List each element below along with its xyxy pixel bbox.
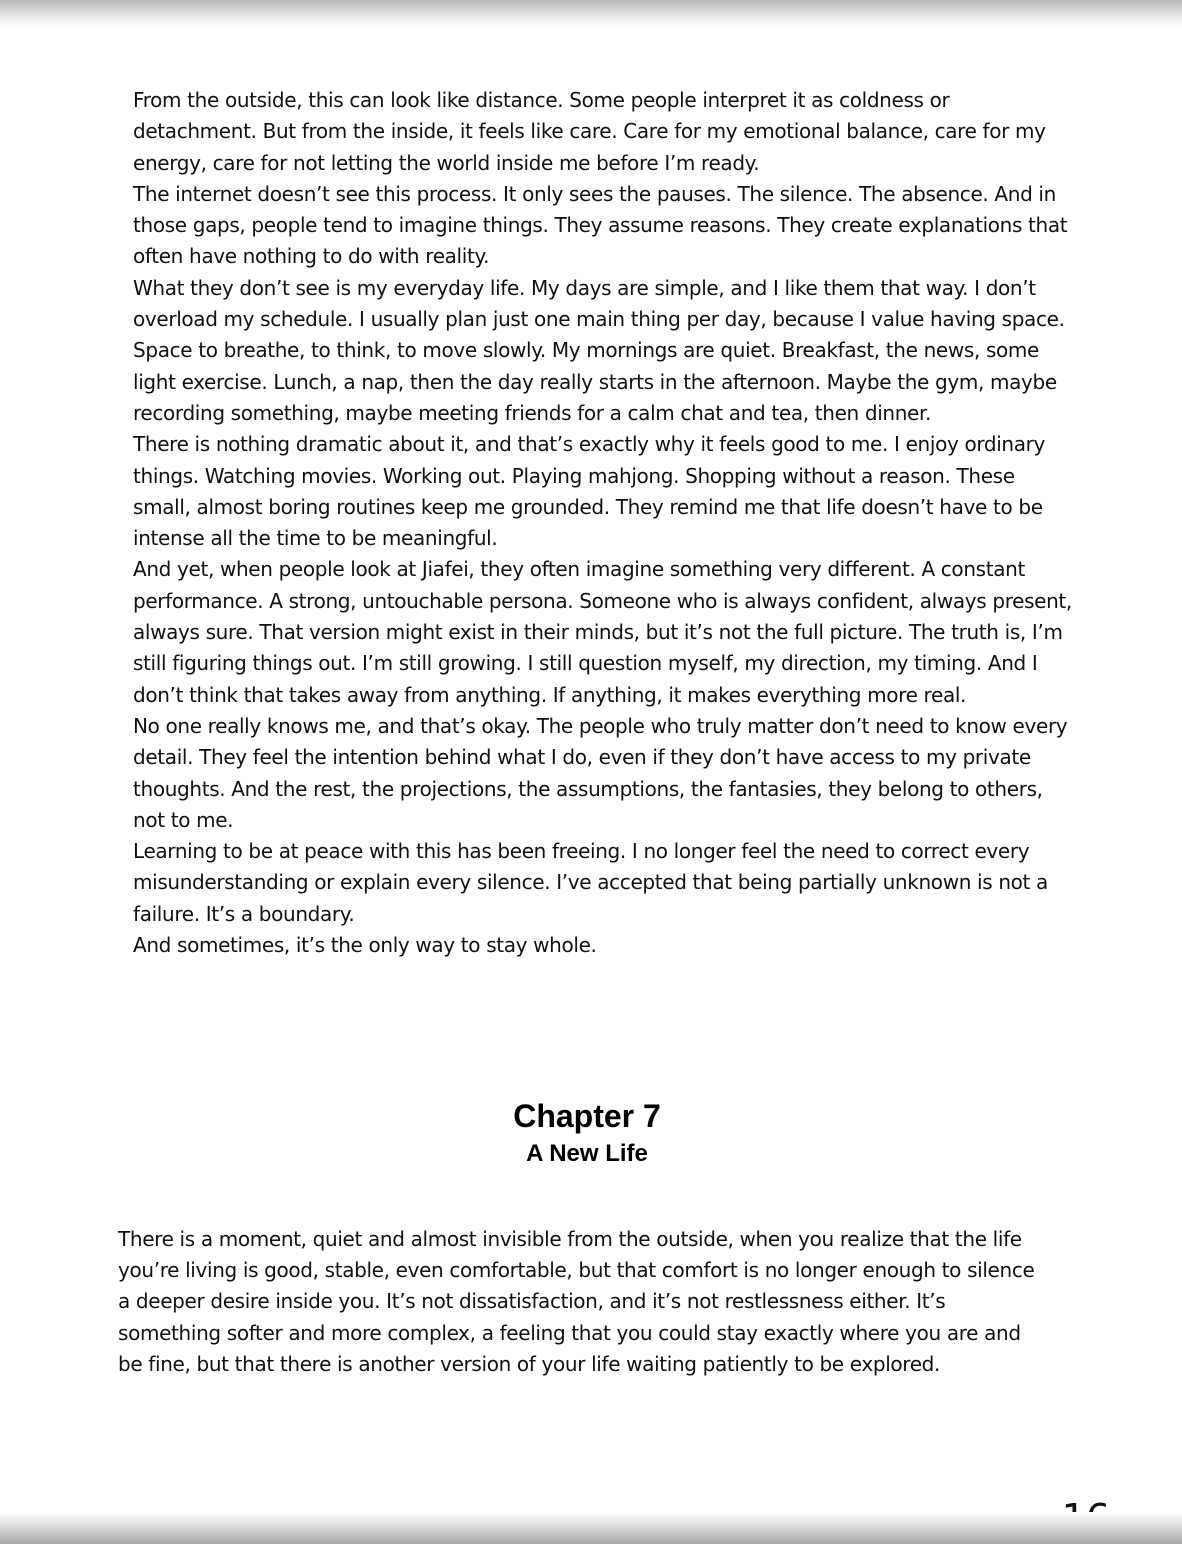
- paragraph-7: Learning to be at peace with this has been freeing. I no longer feel the need to correct every misunderstanding or explain every silence. I’ve accepted that being partially unknown is not a failure. It’s a boundary.: [133, 839, 1048, 926]
- chapter-heading: [0, 1096, 1182, 1169]
- chapter-opening-paragraph: There is a moment, quiet and almost invisible from the outside, when you realize that the life you’re living is good, stable, even comfortable, but that comfort is no longer enough to silence a deeper desire inside you. It’s not dissatisfaction, and it’s not restlessness either. It’s something softer and more complex, a feeling that you could stay exactly where you are and be fine, but that there is another version of your life waiting patiently to be explored.: [118, 1227, 1035, 1376]
- paragraph-3: What they don’t see is my everyday life. My days are simple, and I like them that way. I don’t overload my schedule. I usually plan just one main thing per day, because I value having space. Space to breathe, to think, to move slowly. My mornings are quiet. Breakfast, the news, some light exercise. Lunch, a nap, then the day really starts in the afternoon. Maybe the gym, maybe recording something, maybe meeting friends for a calm chat and tea, then dinner.: [133, 275, 1065, 425]
- paragraph-5: And yet, when people look at Jiafei, they often imagine something very different. A constant performance. A strong, untouchable persona. Someone who is always confident, always present, always sure. That version might exist in their minds, but it’s not the full picture. The truth is, I’m still figuring things out. I’m still growing. I still question myself, my direction, my timing. And I don’t think that takes away from anything. If anything, it makes everything more real.: [133, 557, 1072, 707]
- page-top-shadow: [0, 0, 1182, 26]
- chapter-subtitle: A New Life: [526, 1140, 648, 1167]
- paragraph-1: From the outside, this can look like distance. Some people interpret it as coldness or detachment. But from the inside, it feels like care. Care for my emotional balance, care for my energy, care for not letting the world inside me before I’m ready.: [133, 88, 1046, 175]
- paragraph-2: The internet doesn’t see this process. It only sees the pauses. The silence. The absence. And in those gaps, people tend to imagine things. They assume reasons. They create explanations that often have nothing to do with reality.: [133, 181, 1068, 269]
- chapter-title: Chapter 7: [513, 1098, 661, 1134]
- paragraph-4: There is nothing dramatic about it, and that’s exactly why it feels good to me. I enjoy ordinary things. Watching movies. Working out. Playing mahjong. Shopping without a reason. These small, almost boring routines keep me grounded. They remind me that life doesn’t have to be intense all the time to be meaningful.: [133, 432, 1045, 551]
- paragraph-8: And sometimes, it’s the only way to stay whole.: [133, 933, 597, 958]
- page-bottom-shadow: [0, 1512, 1182, 1544]
- previous-chapter-text: [133, 85, 1073, 961]
- paragraph-6: No one really knows me, and that’s okay. The people who truly matter don’t need to know every detail. They feel the intention behind what I do, even if they don’t have access to my private thoughts. And the rest, the projections, the assumptions, the fantasies, they belong to others, not to me.: [133, 713, 1068, 832]
